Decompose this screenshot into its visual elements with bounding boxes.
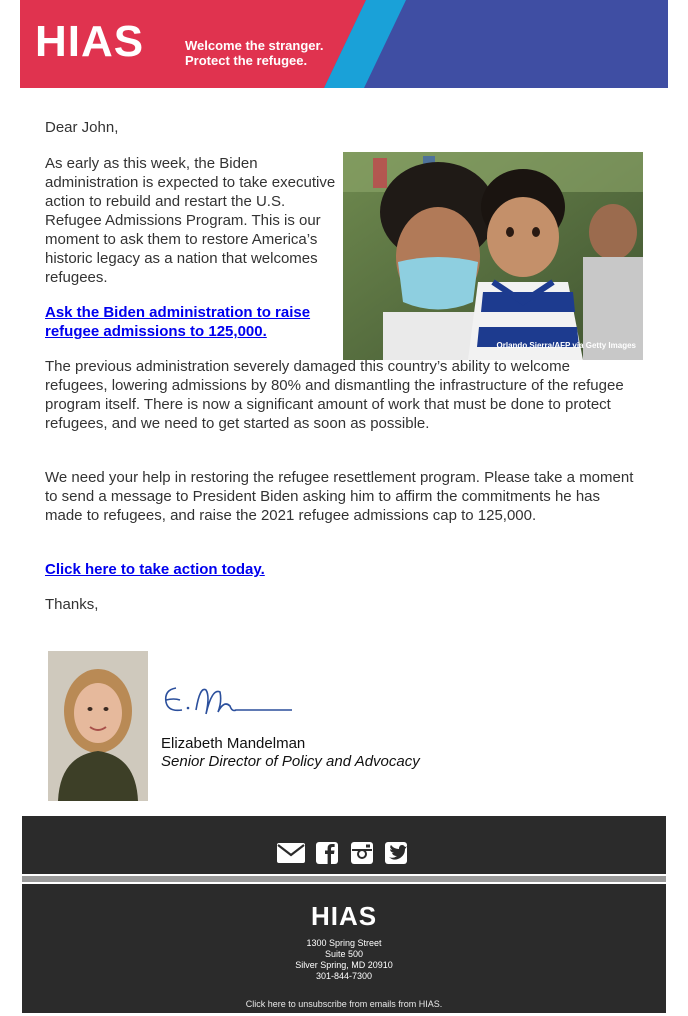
footer (22, 884, 666, 1013)
unsubscribe-link[interactable]: Click here to unsubscribe from emails from HIAS. (245, 999, 443, 1009)
handwritten-signature (160, 676, 300, 726)
twitter-icon[interactable] (384, 842, 408, 864)
greeting: Dear John, (45, 119, 119, 136)
social-bar (22, 816, 666, 874)
header-banner (20, 0, 668, 88)
headshot-illustration (48, 651, 148, 801)
footer-divider (22, 876, 666, 882)
unsubscribe-wrapper (22, 999, 666, 1010)
take-action-link[interactable]: Click here to take action today. (45, 561, 265, 578)
body-paragraph-2: The previous administration severely damaged this country’s ability to welcome refugees, lowering admissions by 80% and dismantling the infrastructure of the refugee program itself. There is now a significant amount of work that must be done to protect refugees, and we need to get started as soon as possible. (45, 358, 624, 432)
raise-admissions-link[interactable]: Ask the Biden administration to raise refugee admissions to 125,000. (45, 304, 311, 340)
body-paragraph-1: As early as this week, the Biden administration is expected to take executive action to rebuild and restart the U.S. Refugee Admissions Program. This is our moment to ask them to restore America’s historic legacy as a nation that welcomes refugees. (45, 155, 336, 286)
refugee-photo (343, 152, 643, 360)
hias-logo[interactable]: HIAS (35, 17, 145, 66)
banner-tagline (185, 38, 323, 68)
email-icon[interactable] (276, 842, 306, 864)
author-headshot (48, 651, 148, 801)
photo-illustration (343, 152, 643, 360)
phone-number: 301-844-7300 (315, 971, 373, 981)
address-line-2: Suite 500 (324, 949, 364, 959)
author-title: Senior Director of Policy and Advocacy (161, 753, 420, 770)
body-paragraph-3: We need your help in restoring the refugee resettlement program. Please take a moment to send a message to President Biden asking him to affirm the commitments he has made to refugees, and raise the 2021 refugee admissions cap to 125,000. (45, 469, 634, 524)
facebook-icon[interactable] (315, 842, 339, 864)
instagram-icon[interactable] (350, 842, 374, 864)
address-line-1: 1300 Spring Street (306, 938, 382, 948)
cta-paragraph-2 (45, 560, 445, 579)
address-line-3: Silver Spring, MD 20910 (295, 960, 393, 970)
cta-paragraph-1 (45, 303, 343, 341)
photo-caption: Orlando Sierra/AFP via Getty Images (496, 341, 636, 350)
tagline-line-2: Protect the refugee. (185, 53, 308, 68)
tagline-line-1: Welcome the stranger. (185, 38, 324, 53)
signoff: Thanks, (45, 596, 99, 613)
author-name: Elizabeth Mandelman (161, 735, 306, 752)
footer-hias-logo[interactable]: HIAS (310, 901, 378, 931)
